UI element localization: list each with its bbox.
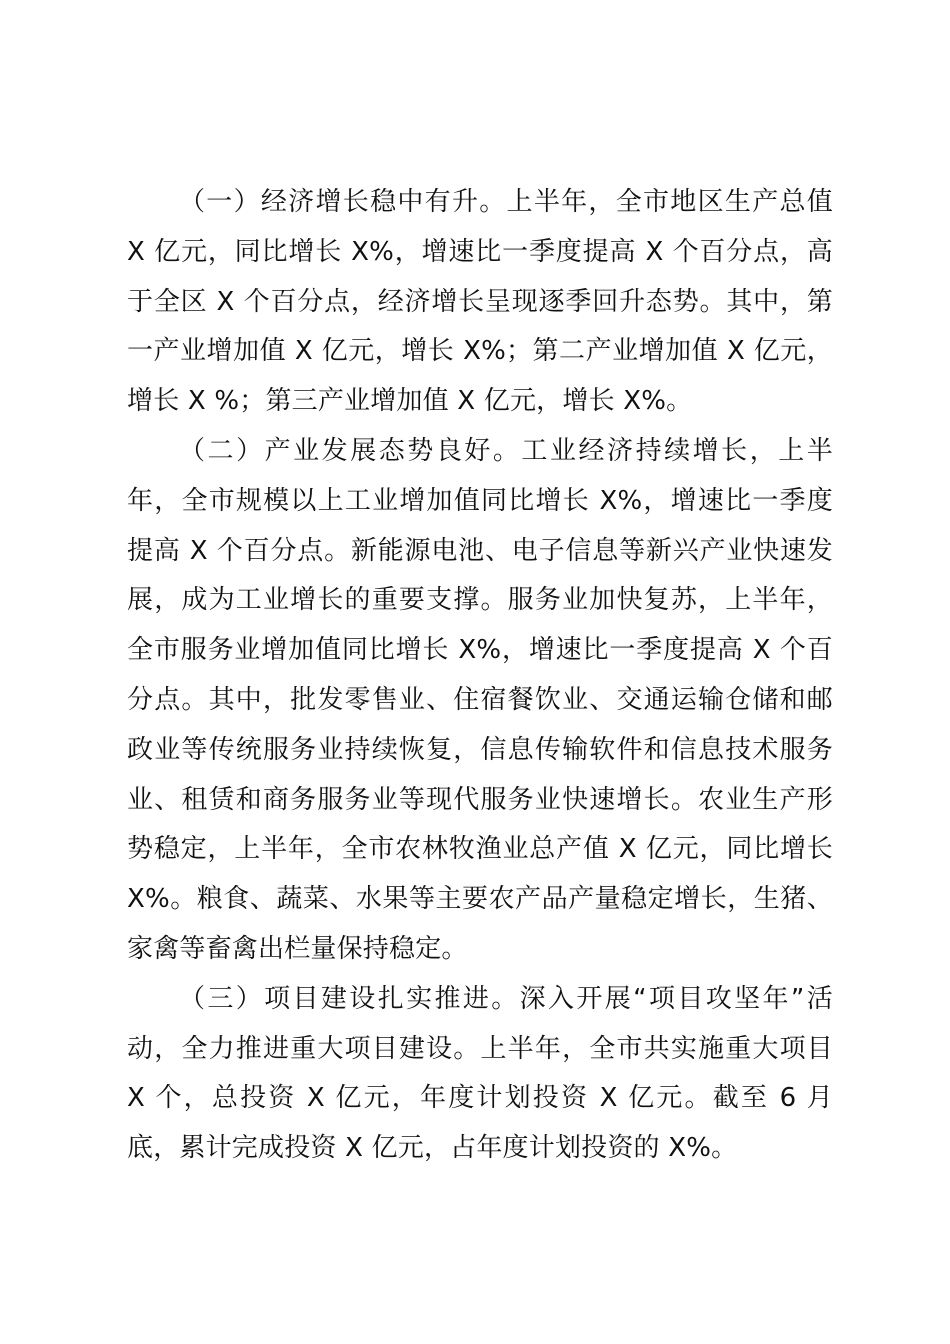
paragraph-economic-growth: （一）经济增长稳中有升。上半年，全市地区生产总值 X 亿元，同比增长 X%，增速比一季度提高 X 个百分点，高于全区 X 个百分点，经济增长呈现逐季回升态势。其中，第一产业增加值 X 亿元，增长 X%；第二产业增加值 X 亿元，增长 X %；第三产业增加值 X 亿元，增长 X%。 bbox=[127, 187, 833, 417]
paragraph-industry-development: （二）产业发展态势良好。工业经济持续增长，上半年，全市规模以上工业增加值同比增长 X%，增速比一季度提高 X 个百分点。新能源电池、电子信息等新兴产业快速发展，成为工业增长的重要支撑。服务业加快复苏，上半年，全市服务业增加值同比增长 X%，增速比一季度提高 X 个百分点。其中，批发零售业、住宿餐饮业、交通运输仓储和邮政业等传统服务业持续恢复，信息传输软件和信息技术服务业、租赁和商务服务业等现代服务业快速增长。农业生产形势稳定，上半年，全市农林牧渔业总产值 X 亿元，同比增长 X%。粮食、蔬菜、水果等主要农产品产量稳定增长，生猪、家禽等畜禽出栏量保持稳定。 bbox=[127, 435, 833, 964]
paragraph-project-construction: （三）项目建设扎实推进。深入开展“项目攻坚年”活动，全力推进重大项目建设。上半年，全市共实施重大项目 X 个，总投资 X 亿元，年度计划投资 X 亿元。截至 6 月底，累计完成投资 X 亿元，占年度计划投资的 X%。 bbox=[127, 983, 833, 1164]
document-body bbox=[127, 178, 833, 1174]
